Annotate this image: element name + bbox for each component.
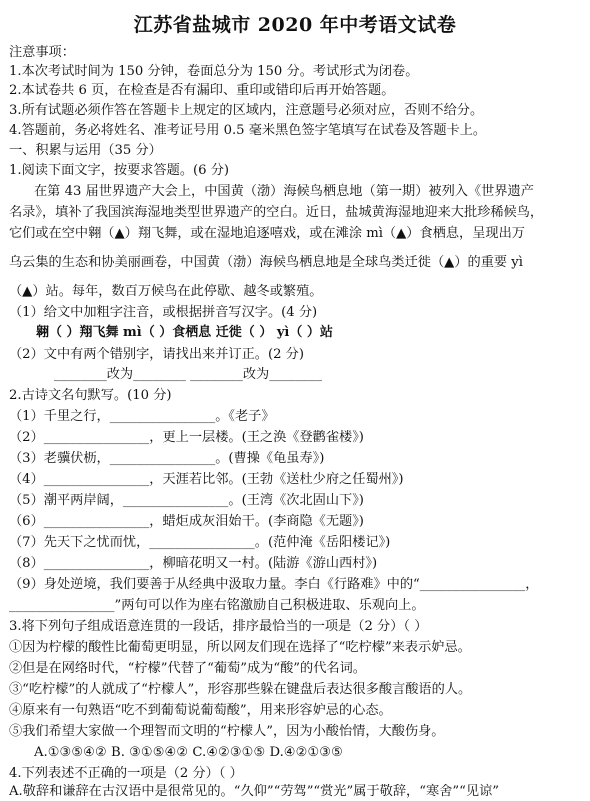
question-1-sub2: （2）文中有两个错别字，请找出来并订正。(2 分) bbox=[9, 347, 305, 362]
question-3-stem: 3.将下列句子组成语意连贯的一段话，排序最恰当的一项是（2 分）（ ） bbox=[9, 619, 428, 634]
poem-item: （5）潮平两岸阔，________________。(王湾《次北固山下》) bbox=[9, 493, 364, 508]
section-heading: 一、积累与运用（35 分） bbox=[9, 143, 162, 158]
poem-item: （9）身处逆境，我们要善于从经典中汲取力量。李白《行路难》中的“________________， bbox=[9, 577, 539, 592]
answer-options: A.①③⑤④② B. ③①⑤④② C.④②③①⑤ D.④②①③⑤ bbox=[34, 745, 343, 760]
poem-item: （7）先天下之忧而忧，________________。(范仲淹《岳阳楼记》) bbox=[9, 535, 391, 550]
passage-line: 名录》，填补了我国滨海湿地类型世界遗产的空白。近日，盐城黄海湿地迎来大批珍稀候鸟， bbox=[9, 205, 544, 220]
sentence-item: ⑤我们希望大家做一个理智而文明的“柠檬人”，因为小酸怡情，大酸伤身。 bbox=[9, 724, 445, 739]
exam-title: 江苏省盐城市 2020 年中考语文试卷 bbox=[133, 14, 457, 36]
question-1-stem: 1.阅读下面文字，按要求答题。(6 分) bbox=[9, 163, 230, 178]
notice-item: 1.本次考试时间为 150 分钟，卷面总分为 150 分。考试形式为闭卷。 bbox=[9, 64, 419, 79]
poem-item: （2）________________，更上一层楼。(王之涣《登鹳雀楼》) bbox=[9, 430, 364, 445]
poem-item: ________________”两句可以作为座右铭激励自己积极进取、乐观向上。 bbox=[9, 598, 425, 613]
poem-item: （1）千里之行，________________。《老子》 bbox=[9, 409, 275, 424]
poem-item: （4）________________，天涯若比邻。(王勃《送杜少府之任蜀州》) bbox=[9, 472, 404, 487]
passage-line: （▲）站。每年，数百万候鸟在此停歇、越冬或繁殖。 bbox=[9, 284, 323, 299]
poem-item: （6）________________，蜡炬成灰泪始干。(李商隐《无题》) bbox=[9, 514, 364, 529]
notice-item: 4.答题前，务必将姓名、准考证号用 0.5 毫米黑色签字笔填写在试卷及答题卡上。 bbox=[9, 123, 487, 138]
sentence-item: ②但是在网络时代，“柠檬”代替了“葡萄”成为“酸”的代名词。 bbox=[9, 661, 366, 676]
passage-line: 乌云集的生态和协美丽画卷，中国黄（渤）海候鸟栖息地是全球鸟类迁徙（▲）的重要 yì bbox=[9, 255, 523, 270]
poem-item: （8）________________，柳暗花明又一村。(陆游《游山西村》) bbox=[9, 556, 378, 571]
correction-answer-line: ________改为________ ________改为________ bbox=[54, 367, 322, 382]
sentence-item: ③“吃柠檬”的人就成了“柠檬人”，形容那些躲在键盘后表达很多酸言酸语的人。 bbox=[9, 682, 472, 697]
question-1-sub1: （1）给文中加粗字注音，或根据拼音写汉字。(4 分) bbox=[9, 305, 318, 320]
sentence-item: ①因为柠檬的酸性比葡萄更明显，所以网友们现在选择了“吃柠檬”来表示妒忌。 bbox=[9, 640, 471, 655]
question-2-stem: 2.古诗文名句默写。(10 分) bbox=[9, 388, 172, 403]
notice-item: 2.本试卷共 6 页，在检查是否有漏印、重印或错印后再开始答题。 bbox=[9, 83, 395, 98]
question-4-option-a: A.敬辞和谦辞在古汉语中是很常见的。“久仰”“劳驾”“赏光”属于敬辞，“寒舍”“见谅” bbox=[9, 784, 499, 799]
sentence-item: ④原来有一句熟语“吃不到葡萄说葡萄酸”，用来形容妒忌的心态。 bbox=[9, 703, 392, 718]
passage-line: 在第 43 届世界遗产大会上，中国黄（渤）海候鸟栖息地（第一期）被列入《世界遗产 bbox=[34, 184, 534, 199]
passage-line: 它们或在空中翱（▲）翔飞舞，或在湿地追逐嘻戏，或在滩涂 mì（▲）食栖息，呈现出万 bbox=[9, 226, 525, 241]
notice-heading: 注意事项： bbox=[9, 45, 75, 60]
vocab-answer-line: 翱（ ）翔飞舞 mì（ ）食栖息 迁徙（ ） yì（ ）站 bbox=[36, 325, 333, 340]
poem-item: （3）老骥伏枥，________________。(曹操《龟虽寿》) bbox=[9, 451, 325, 466]
notice-item: 3.所有试题必须作答在答题卡上规定的区域内，注意题号必须对应，否则不给分。 bbox=[9, 103, 484, 118]
question-4-stem: 4.下列表述不正确的一项是（2 分）（ ） bbox=[9, 766, 243, 781]
